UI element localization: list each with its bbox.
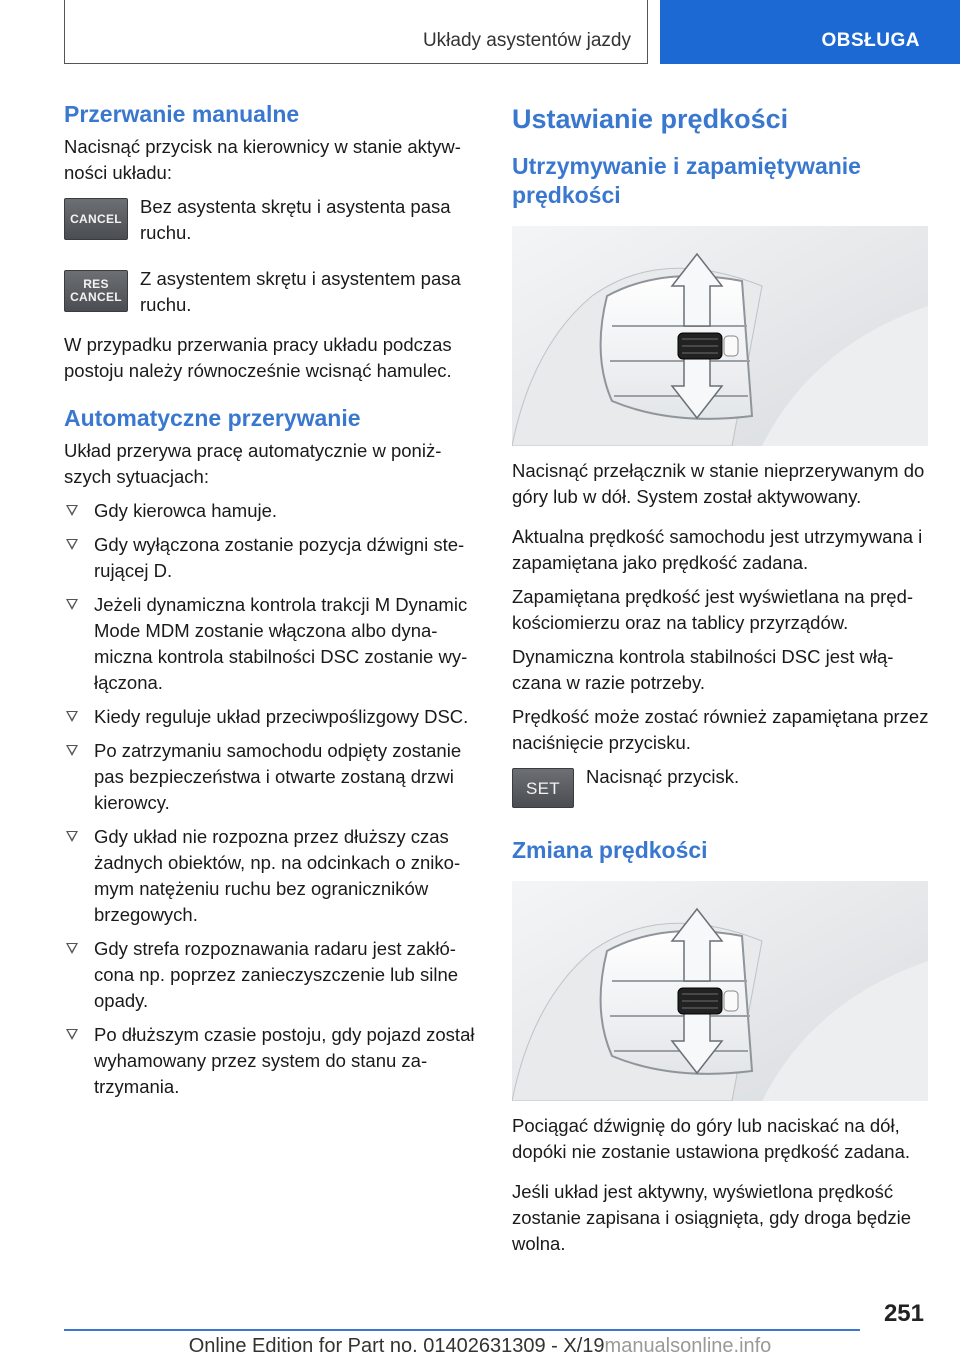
heading-automatic-interrupt: Automatyczne przerywanie xyxy=(64,405,361,431)
heading-hold-speed: Utrzymywanie i zapamiętywanie prędkości xyxy=(512,153,861,208)
footer-edition xyxy=(0,1335,960,1358)
res-cancel-button-row xyxy=(64,266,478,318)
manual-note: W przypadku przerwania pracy układu podczas postoju należy równocześnie wcisnąć hamulec. xyxy=(64,334,452,381)
list-item: Po dłuższym czasie postoju, gdy pojazd został wyhamowany przez system do stanu zatrzymania. xyxy=(64,1022,478,1100)
list-item: Gdy wyłączona zostanie pozycja dźwigni sterującej D. xyxy=(64,532,478,584)
header-section-title: Układy asystentów jazdy xyxy=(422,30,631,51)
list-item: Po zatrzymaniu samochodu odpięty zostanie pas bezpieczeństwa i otwarte zostaną drzwi kierowcy. xyxy=(64,738,478,816)
footer-edition-text: Online Edition for Part no. 01402631309 - X/19 xyxy=(188,1335,605,1357)
list-item: Gdy kierowca hamuje. xyxy=(64,498,478,524)
manual-intro: Nacisnąć przycisk na kierownicy w stanie aktywności układu: xyxy=(64,136,461,183)
auto-interrupt-list xyxy=(64,498,478,1100)
header-chapter-label: OBSŁUGA xyxy=(821,30,920,51)
set-button-image: SET xyxy=(512,768,574,808)
change-p1: Pociągać dźwignię do góry lub naciskać na dół, dopóki nie zostanie ustawiona prędkość zadana. xyxy=(512,1115,911,1162)
header-chapter-tab[interactable] xyxy=(660,0,960,64)
hold-p3: Zapamiętana prędkość jest wyświetlana na prędkościomierzu oraz na tablicy przyrządów. xyxy=(512,586,914,633)
heading-set-speed: Ustawianie prędkości xyxy=(512,104,789,134)
bullet-triangle-icon xyxy=(66,745,78,756)
heading-manual-interrupt: Przerwanie manualne xyxy=(64,101,300,127)
hold-p1: Nacisnąć przełącznik w stanie nieprzerywanym do góry lub w dół. System został aktywowany. xyxy=(512,460,925,507)
change-p2: Jeśli układ jest aktywny, wyświetlona prędkość zostanie zapisana i osiągnięta, gdy droga będzie wolna. xyxy=(512,1181,912,1254)
footer-watermark: manualsonline.info xyxy=(604,1335,772,1357)
left-column xyxy=(64,100,478,1108)
set-description: Nacisnąć przycisk. xyxy=(586,766,740,787)
hold-p4: Dynamiczna kontrola stabilności DSC jest włączana w razie potrzeby. xyxy=(512,646,894,693)
bullet-triangle-icon xyxy=(66,943,78,954)
cancel-button-row xyxy=(64,194,478,246)
footer-rule xyxy=(64,1329,860,1331)
list-item: Kiedy reguluje układ przeciwpoślizgowy DSC. xyxy=(64,704,478,730)
hold-p5: Prędkość może zostać również zapamiętana przez naciśnięcie przycisku. xyxy=(512,706,929,753)
bullet-triangle-icon xyxy=(66,599,78,610)
right-column xyxy=(512,100,932,1257)
cancel-button-image: CANCEL xyxy=(64,198,128,240)
list-item: Jeżeli dynamiczna kontrola trakcji M Dynamic Mode MDM zostanie włączona albo dynamiczna kontrola stabilności DSC zostanie wyłączona. xyxy=(64,592,478,696)
steering-wheel-switch-image-2 xyxy=(512,881,928,1101)
bullet-triangle-icon xyxy=(66,831,78,842)
steering-wheel-switch-image xyxy=(512,226,928,446)
bullet-triangle-icon xyxy=(66,505,78,516)
cancel-description: Bez asystenta skrętu i asystenta pasa ruchu. xyxy=(140,196,451,243)
page-number: 251 xyxy=(883,1300,924,1327)
list-item: Gdy strefa rozpoznawania radaru jest zakłócona np. poprzez zanieczyszczenie lub silne opady. xyxy=(64,936,478,1014)
auto-intro: Układ przerywa pracę automatycznie w poniższych sytuacjach: xyxy=(64,440,442,487)
heading-change-speed: Zmiana prędkości xyxy=(512,837,708,863)
bullet-triangle-icon xyxy=(66,539,78,550)
running-header xyxy=(64,0,648,64)
hold-p2: Aktualna prędkość samochodu jest utrzymywana i zapamiętana jako prędkość zadana. xyxy=(512,526,923,573)
bullet-triangle-icon xyxy=(66,1029,78,1040)
res-cancel-button-image: RES CANCEL xyxy=(64,270,128,312)
res-cancel-description: Z asystentem skrętu i asystentem pasa ruchu. xyxy=(140,268,461,315)
bullet-triangle-icon xyxy=(66,711,78,722)
list-item: Gdy układ nie rozpozna przez dłuższy czas żadnych obiektów, np. na odcinkach o znikomym natężeniu ruchu bez ograniczników brzegowych. xyxy=(64,824,478,928)
set-button-row xyxy=(512,764,932,808)
